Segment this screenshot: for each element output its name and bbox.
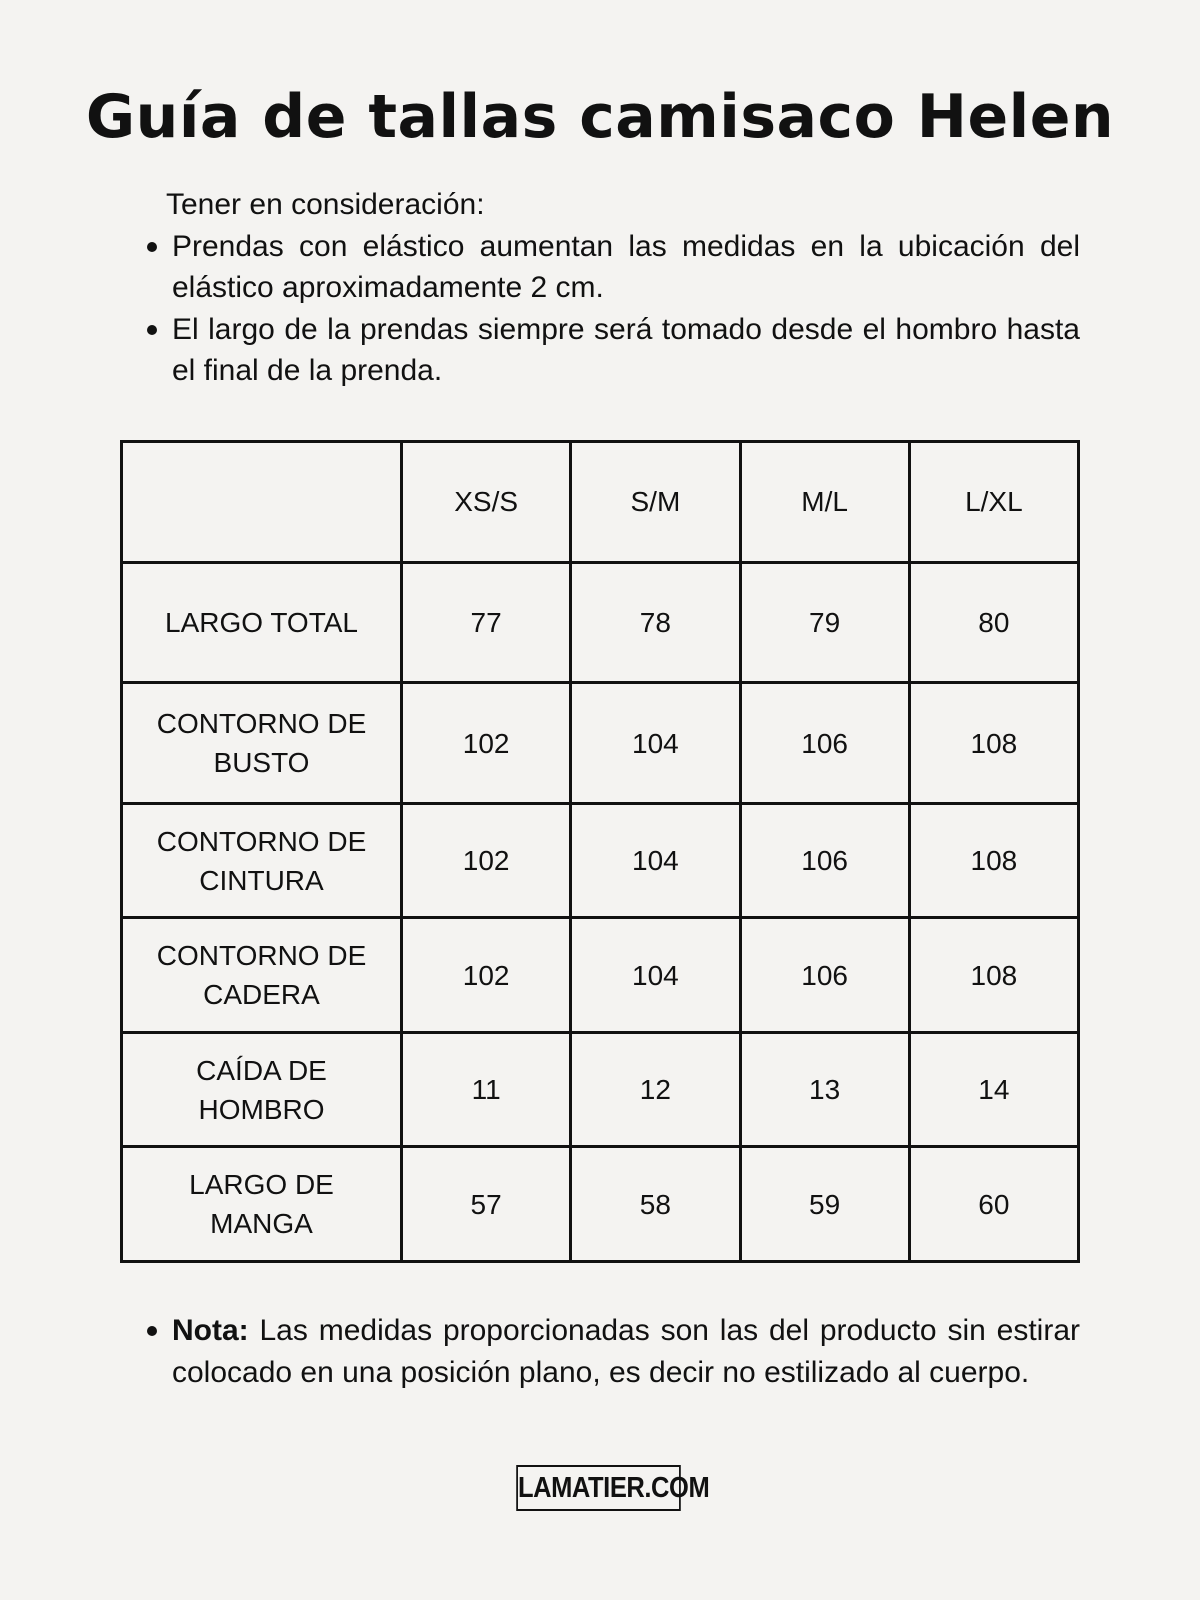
measurement-value: 104 xyxy=(571,683,740,804)
list-item xyxy=(120,309,1080,392)
size-header: M/L xyxy=(740,442,909,563)
measurement-value: 11 xyxy=(402,1032,571,1147)
table-row xyxy=(122,683,1079,804)
bullet-icon xyxy=(147,325,157,335)
note-list xyxy=(120,1310,1080,1393)
measurement-value: 80 xyxy=(909,562,1078,683)
table-row xyxy=(122,562,1079,683)
table-row xyxy=(122,1147,1079,1262)
measurement-value: 108 xyxy=(909,683,1078,804)
note-section xyxy=(120,1310,1080,1393)
measurement-value: 59 xyxy=(740,1147,909,1262)
measurement-value: 13 xyxy=(740,1032,909,1147)
measurement-value: 104 xyxy=(571,918,740,1033)
size-header: L/XL xyxy=(909,442,1078,563)
bullet-icon xyxy=(147,1326,157,1336)
measurement-value: 79 xyxy=(740,562,909,683)
bullet-text: Prendas con elástico aumentan las medidas en la ubicación del elástico aproximadamente 2 cm. xyxy=(172,229,1080,304)
measurement-label: CAÍDA DE HOMBRO xyxy=(122,1032,402,1147)
measurement-value: 106 xyxy=(740,803,909,918)
measurement-value: 106 xyxy=(740,918,909,1033)
measurement-value: 102 xyxy=(402,803,571,918)
measurement-label: CONTORNO DE BUSTO xyxy=(122,683,402,804)
measurement-label: LARGO DE MANGA xyxy=(122,1147,402,1262)
note-text: Las medidas proporcionadas son las del producto sin estirar colocado en una posición plano, es decir no estilizado al cuerpo. xyxy=(172,1314,1080,1389)
measurement-label: CONTORNO DE CADERA xyxy=(122,918,402,1033)
size-header: S/M xyxy=(571,442,740,563)
measurement-value: 102 xyxy=(402,683,571,804)
measurement-value: 104 xyxy=(571,803,740,918)
table-row xyxy=(122,1032,1079,1147)
list-item xyxy=(120,226,1080,309)
table-row xyxy=(122,918,1079,1033)
measurement-value: 58 xyxy=(571,1147,740,1262)
page-title: Guía de tallas camisaco Helen xyxy=(85,82,1115,152)
measurement-value: 102 xyxy=(402,918,571,1033)
table-row xyxy=(122,803,1079,918)
bullet-icon xyxy=(147,242,157,252)
measurement-value: 12 xyxy=(571,1032,740,1147)
brand-logo: LAMATIER.COM xyxy=(516,1465,681,1511)
measurement-value: 106 xyxy=(740,683,909,804)
considerations-section xyxy=(120,184,1080,392)
measurement-value: 108 xyxy=(909,803,1078,918)
measurement-value: 108 xyxy=(909,918,1078,1033)
list-item xyxy=(120,1310,1080,1393)
measurement-value: 78 xyxy=(571,562,740,683)
size-header: XS/S xyxy=(402,442,571,563)
measurement-label: CONTORNO DE CINTURA xyxy=(122,803,402,918)
size-table xyxy=(120,440,1080,1263)
table-header-row xyxy=(122,442,1079,563)
considerations-list xyxy=(120,226,1080,392)
measurement-value: 77 xyxy=(402,562,571,683)
bullet-text: El largo de la prendas siempre será tomado desde el hombro hasta el final de la prenda. xyxy=(172,312,1080,387)
note-label: Nota: xyxy=(172,1314,249,1347)
measurement-value: 57 xyxy=(402,1147,571,1262)
table-corner-cell xyxy=(122,442,402,563)
measurement-value: 14 xyxy=(909,1032,1078,1147)
considerations-heading: Tener en consideración: xyxy=(166,188,485,221)
measurement-label: LARGO TOTAL xyxy=(122,562,402,683)
measurement-value: 60 xyxy=(909,1147,1078,1262)
